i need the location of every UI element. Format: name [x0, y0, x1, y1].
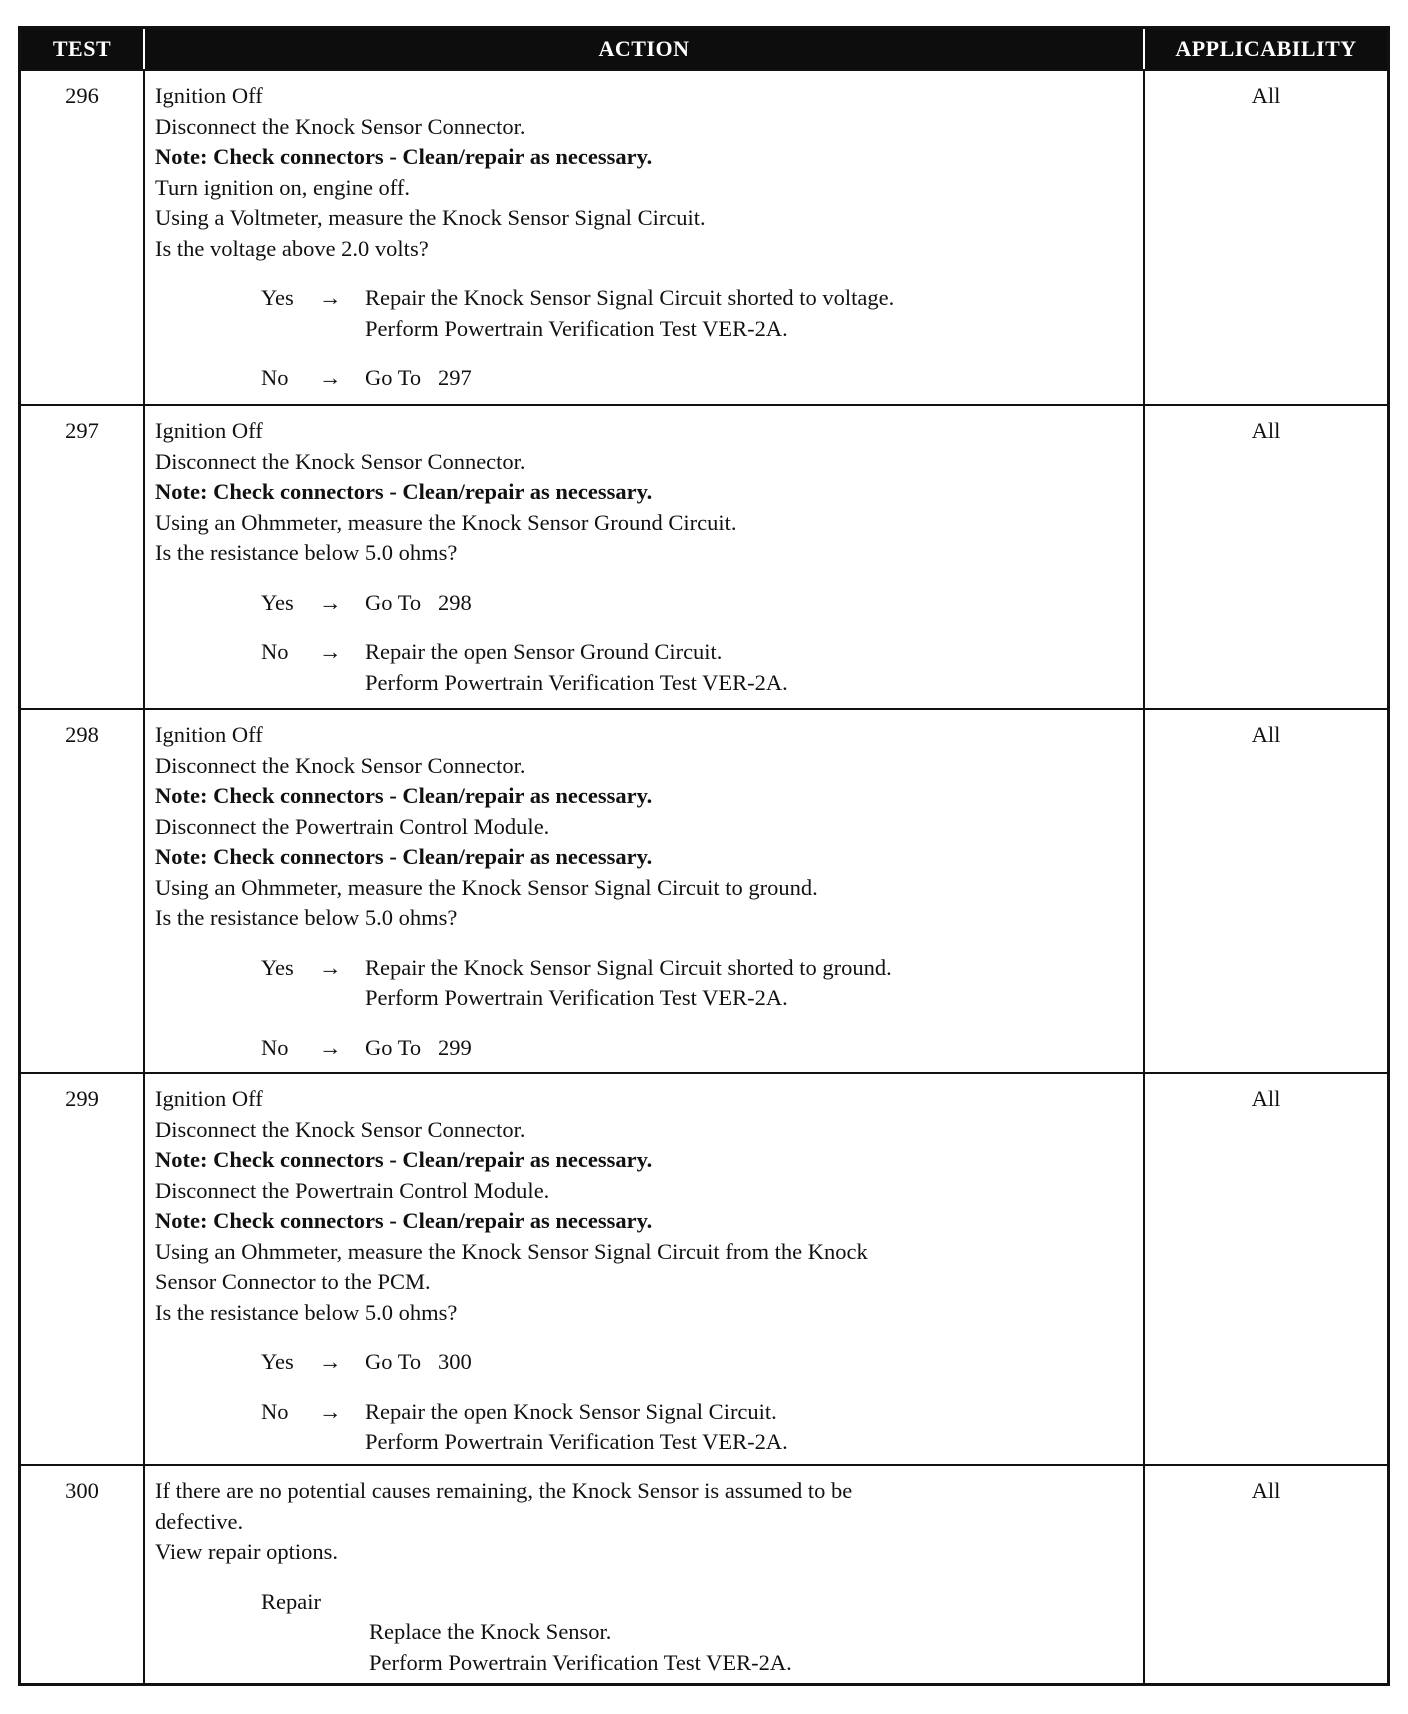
response-no [261, 637, 1133, 698]
arrow-icon: → [319, 589, 342, 615]
action-line: Disconnect the Knock Sensor Connector. [155, 448, 526, 474]
header-test: TEST [21, 29, 145, 69]
response-line: Perform Powertrain Verification Test VER-2A. [365, 669, 788, 695]
answer-label: No [261, 365, 289, 390]
response-line: Repair the open Sensor Ground Circuit. [365, 639, 723, 664]
response-no [261, 1033, 1133, 1064]
test-number: 298 [21, 708, 145, 1072]
test-action [145, 1072, 1145, 1464]
test-action [145, 404, 1145, 708]
response-line: Go To 297 [365, 365, 472, 390]
note-line: Note: Check connectors - Clean/repair as necessary. [155, 479, 653, 504]
action-line: defective. [155, 1508, 244, 1534]
response-line: Go To 298 [365, 589, 472, 615]
arrow-icon: → [319, 1034, 342, 1060]
applicability-value: All [1145, 404, 1387, 708]
test-action [145, 1464, 1145, 1683]
action-line: Using an Ohmmeter, measure the Knock Sensor Signal Circuit to ground. [155, 874, 818, 900]
diagnostic-test-table [18, 26, 1390, 1686]
question-line: Is the resistance below 5.0 ohms? [155, 1299, 458, 1325]
answer-label: No [261, 1398, 289, 1424]
action-line: Ignition Off [155, 418, 263, 443]
arrow-icon: → [319, 1398, 342, 1424]
applicability-value: All [1145, 69, 1387, 404]
test-number: 300 [21, 1464, 145, 1683]
response-yes [261, 588, 1133, 619]
repair-line: Replace the Knock Sensor. [369, 1619, 612, 1644]
response-line: Repair the Knock Sensor Signal Circuit shorted to voltage. [365, 285, 895, 310]
test-number: 296 [21, 69, 145, 404]
arrow-icon: → [319, 285, 342, 310]
response-line: Perform Powertrain Verification Test VER-2A. [365, 1429, 788, 1454]
response-line: Go To 300 [365, 1349, 472, 1374]
action-line: Ignition Off [155, 1086, 263, 1111]
response-line: Repair the Knock Sensor Signal Circuit shorted to ground. [365, 954, 892, 980]
question-line: Is the resistance below 5.0 ohms? [155, 905, 458, 930]
repair-line: Perform Powertrain Verification Test VER-2A. [369, 1649, 792, 1675]
header-applicability: APPLICABILITY [1145, 29, 1387, 69]
answer-label: Yes [261, 589, 294, 615]
action-line: Using a Voltmeter, measure the Knock Sensor Signal Circuit. [155, 205, 706, 230]
response-yes [261, 283, 1133, 344]
answer-label: Yes [261, 954, 294, 980]
question-line: Is the resistance below 5.0 ohms? [155, 540, 458, 565]
arrow-icon: → [319, 365, 342, 390]
note-line: Note: Check connectors - Clean/repair as necessary. [155, 1208, 653, 1233]
note-line: Note: Check connectors - Clean/repair as necessary. [155, 783, 653, 808]
arrow-icon: → [319, 954, 342, 980]
test-action [145, 708, 1145, 1072]
action-line: Ignition Off [155, 83, 263, 108]
action-line: Disconnect the Knock Sensor Connector. [155, 1116, 526, 1142]
answer-label: Yes [261, 285, 294, 310]
note-line: Note: Check connectors - Clean/repair as necessary. [155, 844, 653, 869]
repair-heading: Repair [261, 1588, 321, 1614]
question-line: Is the voltage above 2.0 volts? [155, 235, 429, 261]
applicability-value: All [1145, 1072, 1387, 1464]
test-number: 299 [21, 1072, 145, 1464]
answer-label: No [261, 1034, 289, 1060]
header-action: ACTION [145, 29, 1145, 69]
response-line: Perform Powertrain Verification Test VER-2A. [365, 315, 788, 341]
test-action [145, 69, 1145, 404]
response-line: Repair the open Knock Sensor Signal Circuit. [365, 1398, 777, 1424]
response-yes [261, 1347, 1133, 1378]
action-line: Sensor Connector to the PCM. [155, 1269, 431, 1294]
response-line: Go To 299 [365, 1034, 472, 1060]
action-line: Disconnect the Powertrain Control Module. [155, 813, 550, 839]
arrow-icon: → [319, 639, 342, 664]
note-line: Note: Check connectors - Clean/repair as necessary. [155, 1147, 653, 1172]
action-line: View repair options. [155, 1539, 338, 1564]
action-line: Disconnect the Powertrain Control Module. [155, 1177, 550, 1203]
answer-label: No [261, 639, 289, 664]
arrow-icon: → [319, 1349, 342, 1374]
applicability-value: All [1145, 1464, 1387, 1683]
action-line: If there are no potential causes remaining, the Knock Sensor is assumed to be [155, 1478, 853, 1503]
action-line: Using an Ohmmeter, measure the Knock Sensor Signal Circuit from the Knock [155, 1238, 868, 1264]
response-no [261, 1397, 1133, 1458]
action-line: Using an Ohmmeter, measure the Knock Sensor Ground Circuit. [155, 509, 737, 535]
action-line: Disconnect the Knock Sensor Connector. [155, 113, 526, 139]
action-line: Ignition Off [155, 722, 263, 747]
applicability-value: All [1145, 708, 1387, 1072]
answer-label: Yes [261, 1349, 294, 1374]
action-line: Disconnect the Knock Sensor Connector. [155, 752, 526, 778]
response-line: Perform Powertrain Verification Test VER-2A. [365, 985, 788, 1010]
note-line: Note: Check connectors - Clean/repair as necessary. [155, 144, 653, 169]
action-line: Turn ignition on, engine off. [155, 174, 411, 200]
test-number: 297 [21, 404, 145, 708]
response-no [261, 363, 1133, 394]
response-yes [261, 953, 1133, 1014]
